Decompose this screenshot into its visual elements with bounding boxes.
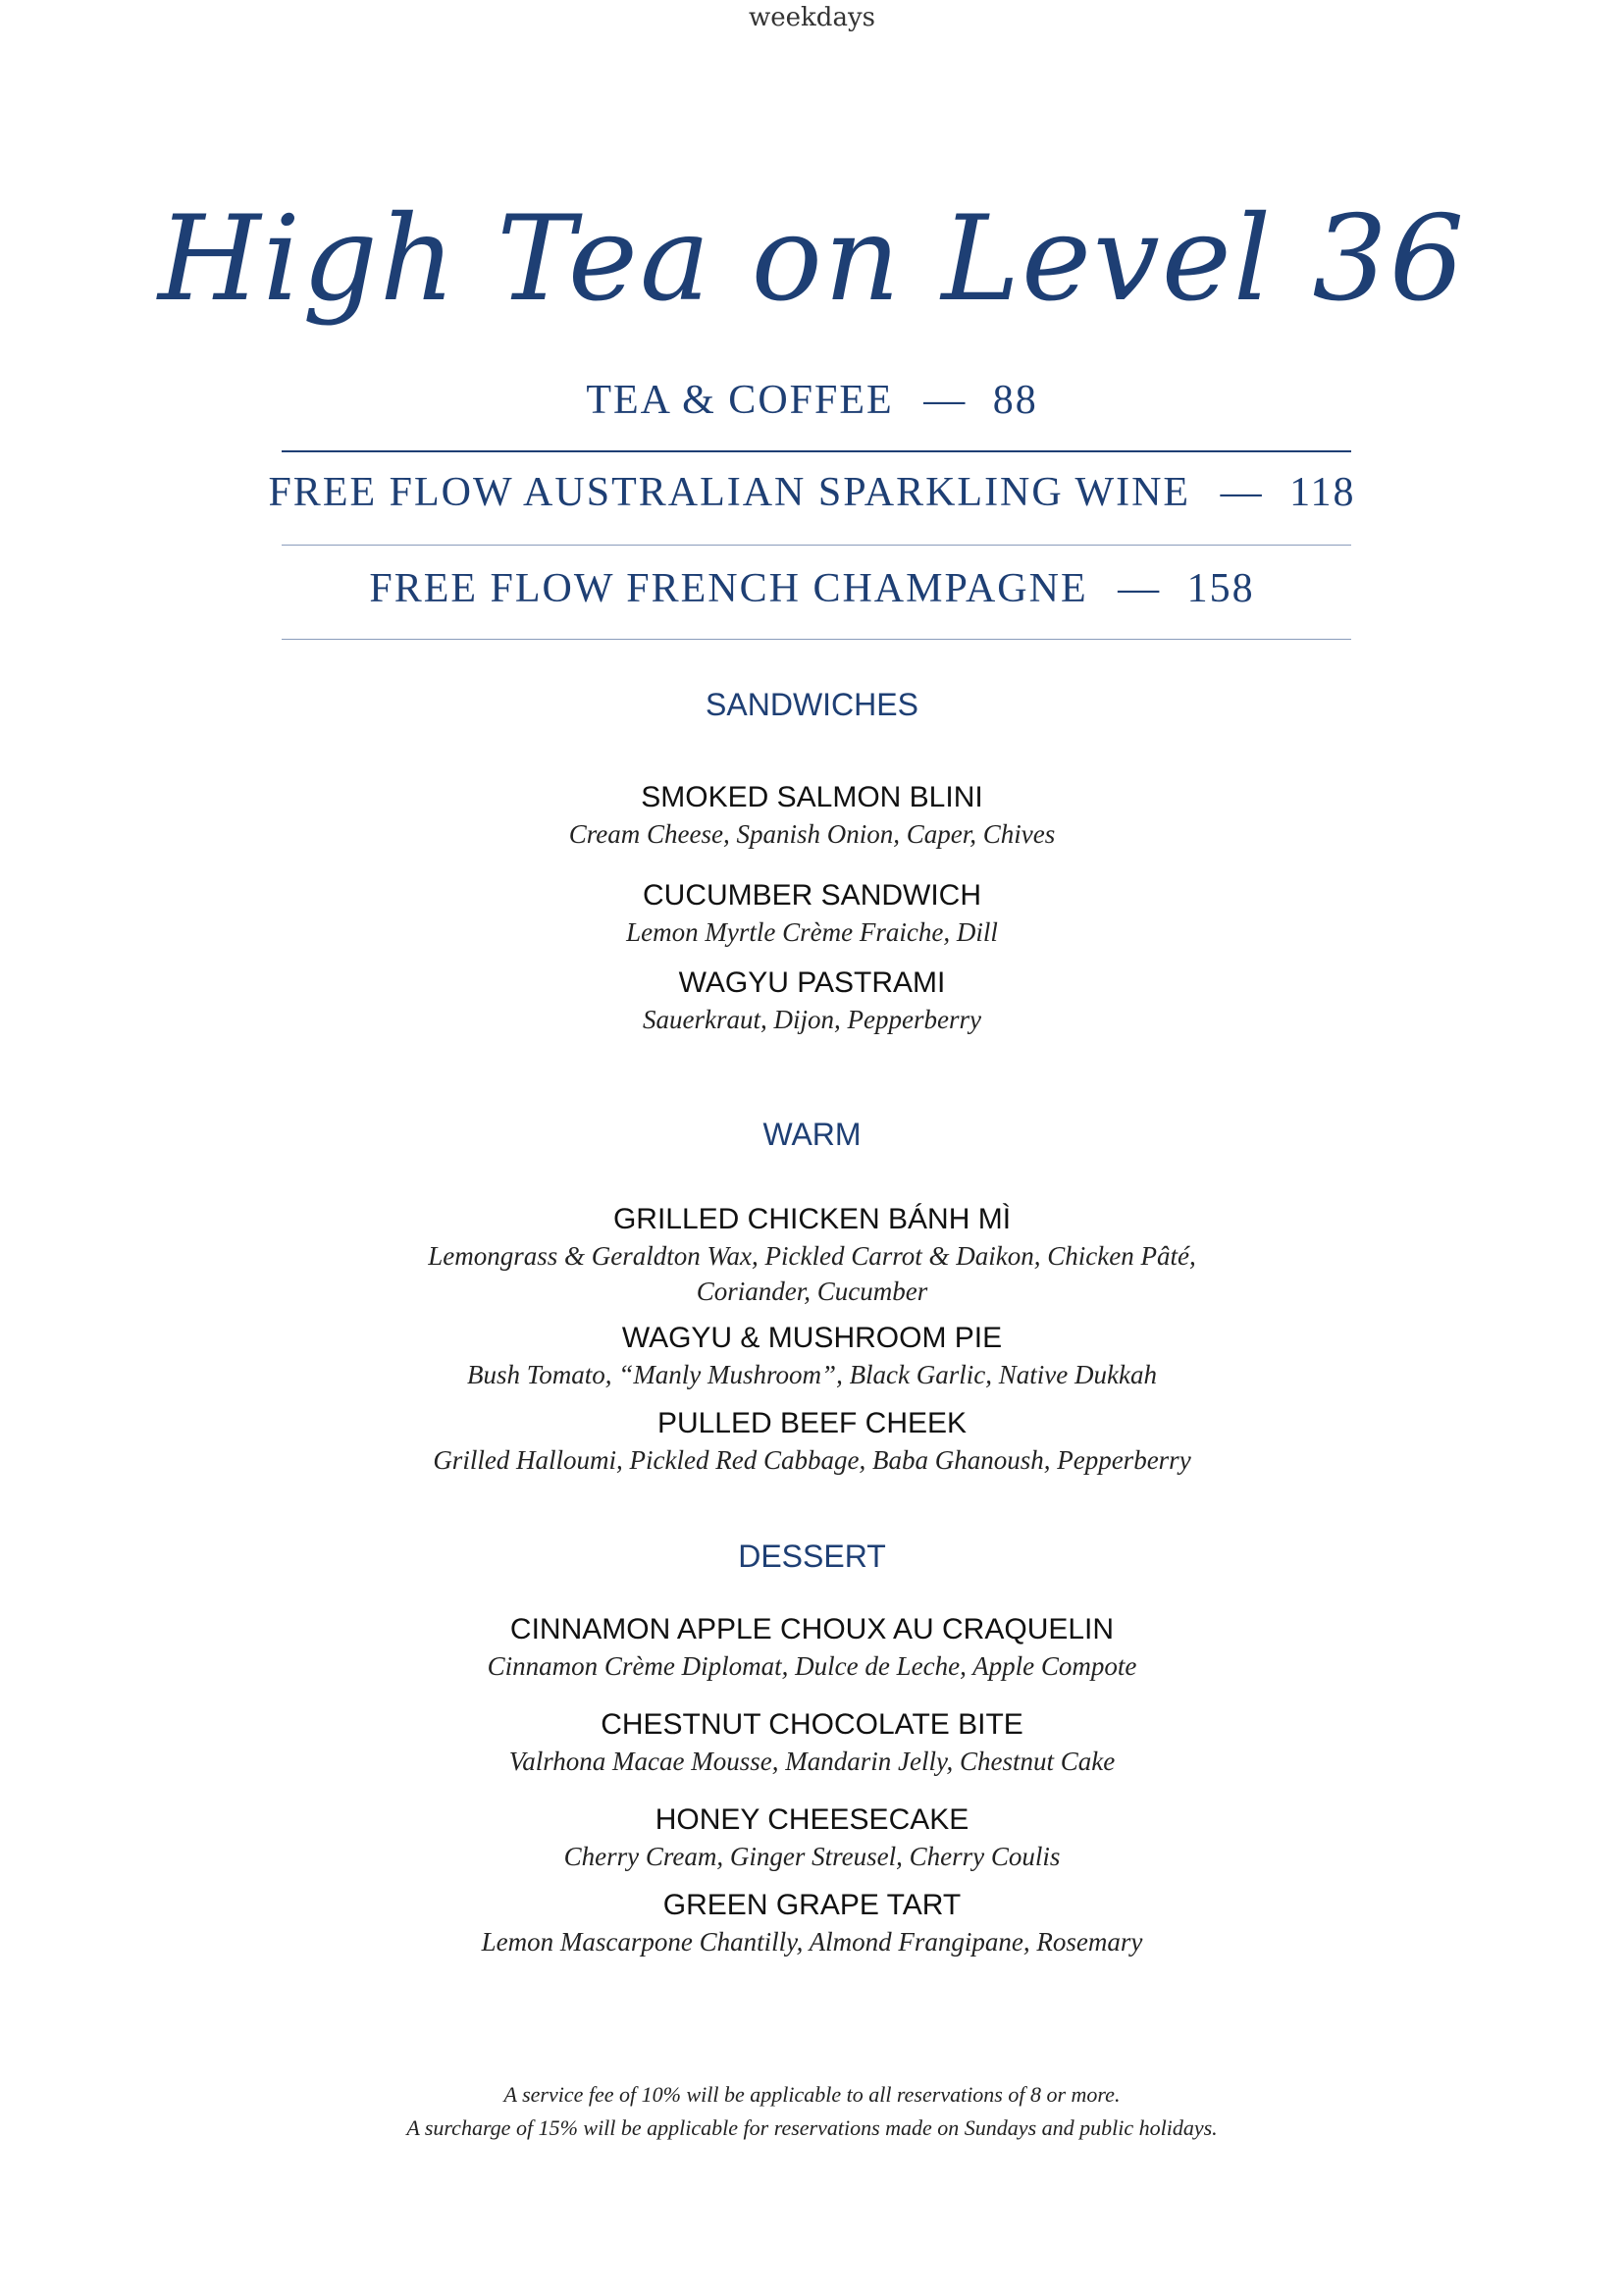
- menu-item: [0, 1320, 1624, 1392]
- item-name: GREEN GRAPE TART: [662, 1889, 962, 1921]
- item-description: Grilled Halloumi, Pickled Red Cabbage, Baba Ghanoush, Pepperberry: [433, 1445, 1191, 1475]
- item-name: CINNAMON APPLE CHOUX AU CRAQUELIN: [509, 1613, 1115, 1645]
- divider: [282, 450, 1351, 452]
- item-description: Lemongrass & Geraldton Wax, Pickled Carrot & Daikon, Chicken Pâté,: [428, 1241, 1196, 1271]
- item-name: CUCUMBER SANDWICH: [643, 879, 981, 912]
- item-description: Lemon Mascarpone Chantilly, Almond Frangipane, Rosemary: [481, 1927, 1143, 1957]
- package-name: FREE FLOW FRENCH CHAMPAGNE: [369, 566, 1088, 611]
- divider: [282, 639, 1351, 640]
- price-separator: —: [1220, 470, 1264, 515]
- footer-notes: [0, 2078, 1624, 2145]
- item-description: Cherry Cream, Ginger Streusel, Cherry Coulis: [563, 1842, 1061, 1871]
- item-description: Lemon Myrtle Crème Fraiche, Dill: [626, 917, 998, 947]
- package-price: 158: [1186, 566, 1255, 611]
- item-description: Valrhona Macae Mousse, Mandarin Jelly, Chestnut Cake: [508, 1747, 1116, 1776]
- menu-item: [0, 877, 1624, 950]
- price-separator: —: [1118, 566, 1162, 611]
- package-french-champagne: [0, 559, 1624, 618]
- item-name: PULLED BEEF CHEEK: [656, 1407, 968, 1439]
- item-name: HONEY CHEESECAKE: [655, 1803, 969, 1836]
- package-price: 88: [992, 378, 1038, 423]
- menu-variant-label: weekdays: [749, 3, 875, 32]
- menu-item: [0, 779, 1624, 852]
- item-description: Bush Tomato, “Manly Mushroom”, Black Garlic, Native Dukkah: [467, 1360, 1157, 1389]
- item-name: WAGYU PASTRAMI: [678, 966, 946, 999]
- package-sparkling-wine: [0, 463, 1624, 522]
- item-description: Sauerkraut, Dijon, Pepperberry: [643, 1005, 981, 1034]
- menu-item: [0, 965, 1624, 1037]
- section-heading-sandwiches: SANDWICHES: [706, 687, 918, 722]
- item-description-line-2: Coriander, Cucumber: [696, 1277, 928, 1306]
- item-name: GRILLED CHICKEN BÁNH MÌ: [612, 1203, 1012, 1235]
- divider: [282, 545, 1351, 546]
- section-heading-warm: WARM: [762, 1117, 862, 1152]
- price-separator: —: [923, 378, 968, 423]
- section-heading-dessert: DESSERT: [738, 1539, 886, 1574]
- menu-item: [0, 1706, 1624, 1779]
- menu-item: [0, 1801, 1624, 1874]
- item-description: Cinnamon Crème Diplomat, Dulce de Leche, Apple Compote: [487, 1651, 1137, 1681]
- menu-item: [0, 1611, 1624, 1684]
- item-name: CHESTNUT CHOCOLATE BITE: [601, 1708, 1023, 1741]
- menu-title: High Tea on Level 36: [157, 191, 1467, 328]
- package-name: FREE FLOW AUSTRALIAN SPARKLING WINE: [268, 470, 1191, 515]
- menu-item: [0, 1887, 1624, 1959]
- package-price: 118: [1289, 470, 1356, 515]
- package-tea-coffee: [0, 371, 1624, 430]
- footer-note-surcharge: A surcharge of 15% will be applicable for reservations made on Sundays and public holidays.: [406, 2115, 1218, 2140]
- item-name: SMOKED SALMON BLINI: [641, 781, 983, 813]
- menu-item: [0, 1201, 1624, 1309]
- footer-note-service-fee: A service fee of 10% will be applicable to all reservations of 8 or more.: [503, 2082, 1121, 2107]
- item-description: Cream Cheese, Spanish Onion, Caper, Chives: [568, 819, 1056, 849]
- package-name: TEA & COFFEE: [586, 378, 894, 423]
- menu-item: [0, 1405, 1624, 1478]
- item-name: WAGYU & MUSHROOM PIE: [621, 1322, 1003, 1354]
